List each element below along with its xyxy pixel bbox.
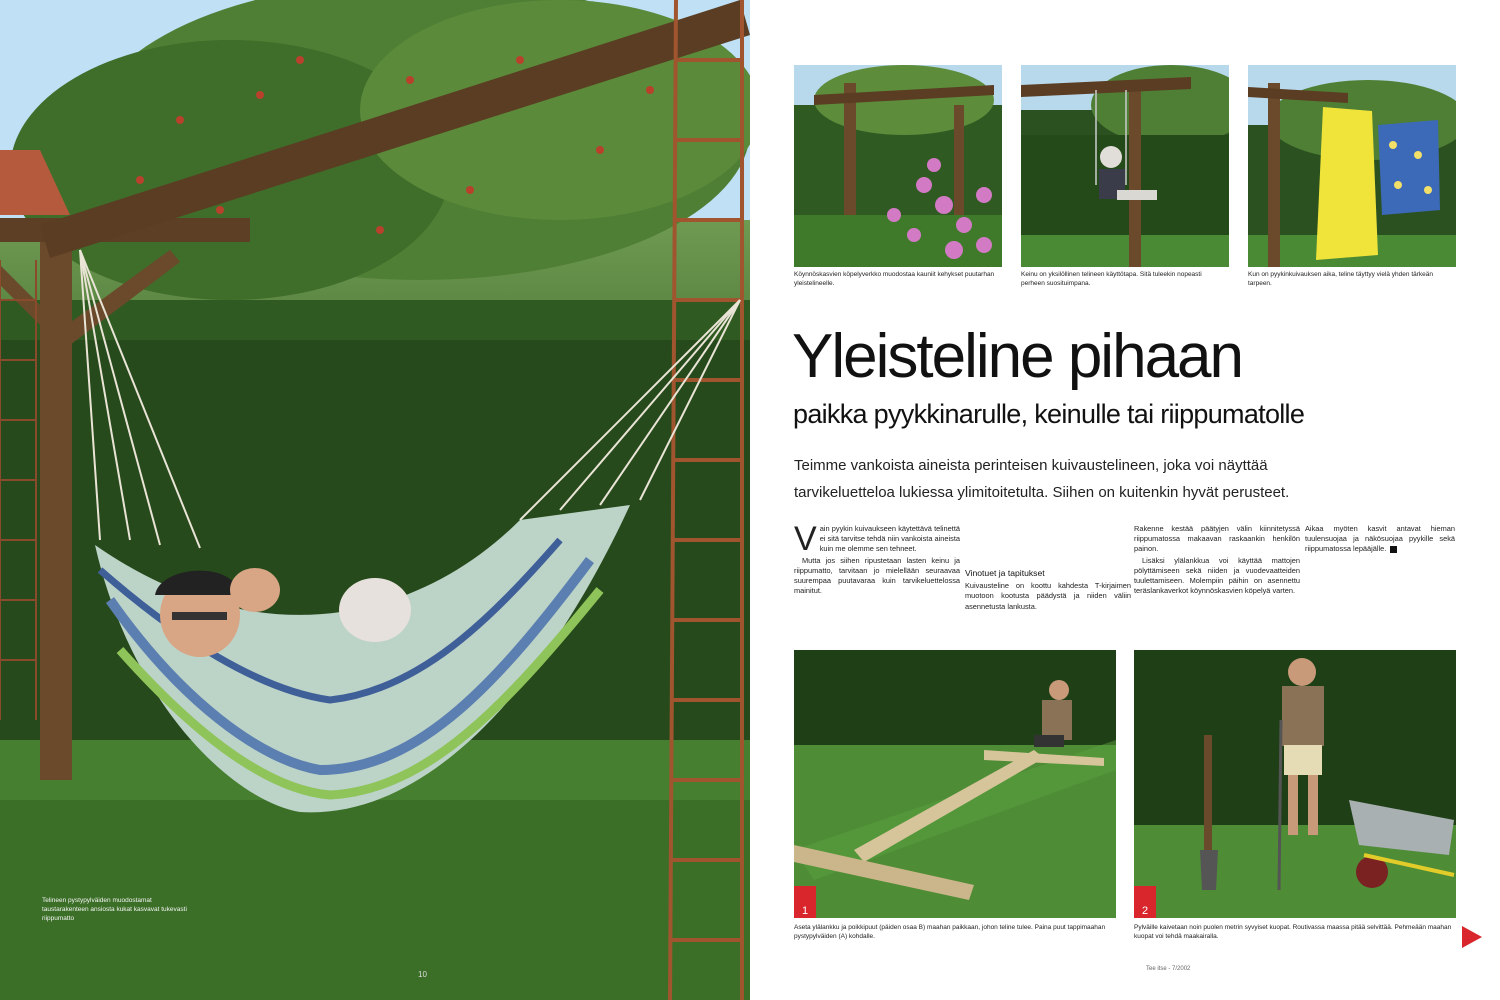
- body-paragraph: Kuivausteline on koottu kahdesta T-kirjaimen muotoon kootusta päädystä ja niiden väliin asennetusta lankusta.: [965, 581, 1131, 611]
- page-number-left: 10: [418, 970, 427, 979]
- end-of-article-mark: [1390, 546, 1397, 553]
- hero-photo-caption: Telineen pystypylväiden muodostamat taustarakenteen ansiosta kukat kasvavat tukevasti riippumatto: [42, 897, 187, 922]
- thumbnail-swing-photo: [1021, 65, 1229, 267]
- body-paragraph: Lisäksi ylälankkua voi käyttää mattojen pölyttämiseen sekä niiden ja vuodevaatteiden tuulettamiseen. Molempiin päihin on asennettu teräslankaverkot köynnöskasvien köpelyä varten.: [1134, 555, 1300, 596]
- step-caption-2: Pylväille kaivetaan noin puolen metrin syvyiset kuopat. Routivassa maassa pitää selvittää. Pehmeään maahan kuopat voi tehdä maakairalla.: [1134, 924, 1452, 940]
- step-number-badge: 2: [1134, 886, 1156, 918]
- thumbnail-caption-2: Keinu on yksilöllinen telineen käyttötapa. Sitä tuleekin nopeasti perheen suosituimpana.: [1021, 271, 1202, 287]
- body-column-2: [965, 524, 1131, 613]
- thumbnail-caption-1: Köynnöskasvien köpelyverkko muodostaa kauniit kehykset puutarhan yleistelineelle.: [794, 271, 995, 287]
- page-folio-right: Tee itse - 7/2002: [1146, 966, 1191, 972]
- step-photo-2: [1134, 650, 1456, 918]
- section-heading: Vinotuet ja tapitukset: [965, 568, 1045, 578]
- step-number-badge: 1: [794, 886, 816, 918]
- article-lead-paragraph: Teimme vankoista aineista perinteisen kuivaustelineen, joka voi näyttää tarvikeluetteloa lukiessa ylimitoitetulta. Siihen on kuitenkin hyvät perusteet.: [794, 457, 1290, 501]
- article-subtitle: paikka pyykkinarulle, keinulle tai riippumatolle: [793, 399, 1305, 429]
- body-paragraph: Rakenne kestää päätyjen välin kiinnitetyssä riippumatossa makaavan raskaankin henkilön painon.: [1134, 524, 1300, 554]
- body-column-4: [1305, 524, 1455, 556]
- next-page-arrow-icon: [1462, 926, 1482, 948]
- drop-cap: V: [794, 520, 817, 558]
- thumbnail-laundry-photo: [1248, 65, 1456, 267]
- thumbnail-flowers-photo: [794, 65, 1002, 267]
- step-caption-1: Aseta ylälankku ja poikkipuut (päiden osaa B) maahan paikkaan, johon teline tulee. Paina puut tappimaahan pystypylväiden (A) kohdalle.: [794, 924, 1106, 940]
- body-column-1: [794, 520, 960, 597]
- body-column-3: [1134, 524, 1300, 597]
- article-title: Yleisteline pihaan: [792, 322, 1243, 391]
- body-paragraph: Aikaa myöten kasvit antavat hieman tuulensuojaa ja näkösuojaa pyykille sekä riippumatossa lepääjälle.: [1305, 524, 1455, 554]
- thumbnail-caption-3: Kun on pyykinkuivauksen aika, teline täyttyy vielä yhden tärkeän tarpeen.: [1248, 271, 1433, 287]
- body-paragraph: Vain pyykin kuivaukseen käytettävä telinettä ei sitä tarvitse tehdä niin vankoista aineista kuin me olemme sen tehneet.: [794, 520, 960, 558]
- step-photo-1: [794, 650, 1116, 918]
- body-paragraph: Mutta jos siihen ripustetaan lasten keinu ja riippumatto, tarvitaan jo mielellään seuraavaa suurempaa puutavaraa kuin tarvikeluettelossa mainitut.: [794, 555, 960, 596]
